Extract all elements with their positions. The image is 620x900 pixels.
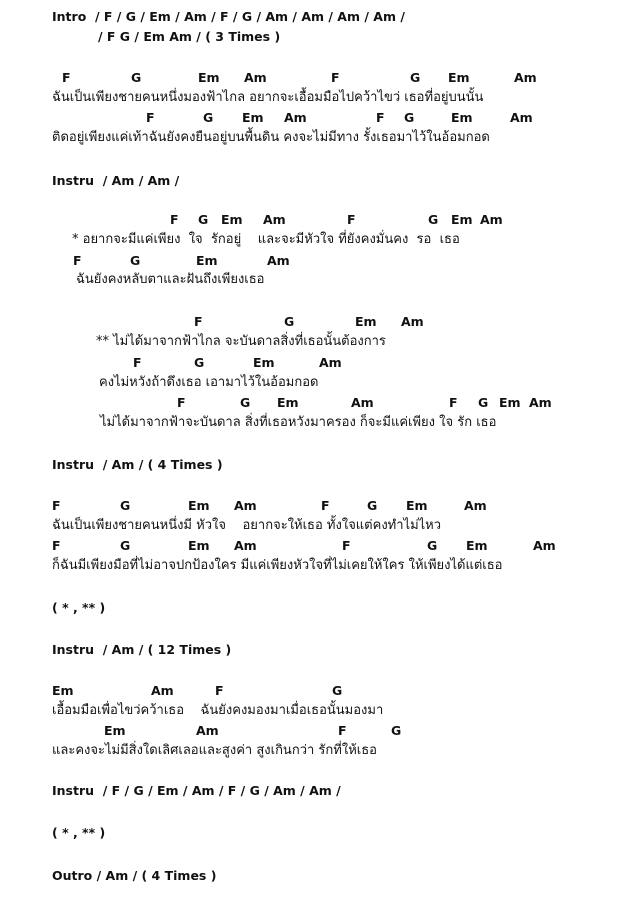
chord: Am — [533, 538, 556, 553]
chord: Em — [277, 395, 299, 410]
chord: Em — [355, 314, 377, 329]
chord: G — [478, 395, 489, 410]
intro-line: Intro / F / G / Em / Am / F / G / Am / Am / Am / Am / — [52, 9, 405, 24]
chord: F — [133, 355, 142, 370]
chord: Am — [284, 110, 307, 125]
chord: Em — [451, 212, 473, 227]
chord: Am — [263, 212, 286, 227]
intro-line-2: / F G / Em Am / ( 3 Times ) — [98, 29, 281, 44]
lyric-line: * อยากจะมีแค่เพียง ใจ รักอยู่ และจะมีหัวใจ ที่ยังคงมั่นคง รอ เธอ — [72, 232, 460, 247]
instru-line: Instru / F / G / Em / Am / F / G / Am / Am / — [52, 783, 341, 798]
chord: G — [428, 212, 439, 227]
chord: Em — [466, 538, 488, 553]
chord: Am — [464, 498, 487, 513]
chord: G — [284, 314, 295, 329]
instru-line: Instru / Am / Am / — [52, 173, 180, 188]
chord: F — [338, 723, 347, 738]
chord: F — [177, 395, 186, 410]
chord: G — [120, 498, 131, 513]
chord: F — [52, 498, 61, 513]
chord: F — [215, 683, 224, 698]
chord: Em — [198, 70, 220, 85]
chord: Em — [448, 70, 470, 85]
chord: Em — [406, 498, 428, 513]
chord: G — [332, 683, 343, 698]
chord: F — [73, 253, 82, 268]
chord: Am — [401, 314, 424, 329]
lyric-line: ติดอยู่เพียงแค่เท้าฉันยังคงยืนอยู่บนพื้นดิน คงจะไม่มีทาง รั้งเธอมาไว้ในอ้อมกอด — [52, 130, 490, 145]
chord: F — [342, 538, 351, 553]
lyric-line: ฉันยังคงหลับตาและฝันถึงเพียงเธอ — [76, 272, 265, 287]
chord: Em — [221, 212, 243, 227]
chord: F — [449, 395, 458, 410]
chord: Am — [514, 70, 537, 85]
chord: Am — [267, 253, 290, 268]
lyric-line: ** ไม่ได้มาจากฟ้าไกล จะบันดาลสิ่งที่เธอนั้นต้องการ — [96, 334, 386, 349]
chord: G — [203, 110, 214, 125]
chord: F — [62, 70, 71, 85]
lyric-line: ฉันเป็นเพียงชายคนหนึ่งมองฟ้าไกล อยากจะเอื้อมมือไปคว้าไขว่ เธอที่อยู่บนนั้น — [52, 90, 484, 105]
chord: Em — [188, 498, 210, 513]
chord: Am — [234, 538, 257, 553]
lyric-line: คงไม่หวังถ้าดึงเธอ เอามาไว้ในอ้อมกอด — [99, 375, 319, 390]
chord: Am — [196, 723, 219, 738]
instru-line: Instru / Am / ( 4 Times ) — [52, 457, 223, 472]
chord: Am — [244, 70, 267, 85]
chord: Em — [188, 538, 210, 553]
chord: F — [321, 498, 330, 513]
chord: Am — [510, 110, 533, 125]
chord: F — [170, 212, 179, 227]
chord: Am — [480, 212, 503, 227]
chord: F — [331, 70, 340, 85]
chord: G — [410, 70, 421, 85]
chord: G — [427, 538, 438, 553]
chord: Am — [351, 395, 374, 410]
chord: Em — [52, 683, 74, 698]
repeat-marker: ( * , ** ) — [52, 600, 106, 615]
lyric-line: และคงจะไม่มีสิ่งใดเลิศเลอและสูงค่า สูงเกินกว่า รักที่ให้เธอ — [52, 743, 377, 758]
chord: Am — [319, 355, 342, 370]
lyric-line: ฉันเป็นเพียงชายคนหนึ่งมี หัวใจ อยากจะให้เธอ ทั้งใจแต่คงทำไม่ไหว — [52, 518, 442, 533]
chord: G — [131, 70, 142, 85]
chord: G — [391, 723, 402, 738]
instru-line: Instru / Am / ( 12 Times ) — [52, 642, 232, 657]
chord: G — [367, 498, 378, 513]
chord: Am — [234, 498, 257, 513]
chord: G — [120, 538, 131, 553]
chord: G — [240, 395, 251, 410]
chord: Em — [499, 395, 521, 410]
chord: F — [376, 110, 385, 125]
chord: Em — [253, 355, 275, 370]
chord: G — [130, 253, 141, 268]
lyric-line: เอื้อมมือเพื่อไขว่คว้าเธอ ฉันยังคงมองมาเมื่อเธอนั้นมองมา — [52, 703, 384, 718]
chord: G — [404, 110, 415, 125]
chord: F — [347, 212, 356, 227]
chord: F — [194, 314, 203, 329]
lyric-line: ก็ฉันมีเพียงมือที่ไม่อาจปกป้องใคร มีแค่เพียงหัวใจที่ไม่เคยให้ใคร ให้เพียงได้แต่เธอ — [52, 558, 503, 573]
outro-line: Outro / Am / ( 4 Times ) — [52, 868, 217, 883]
chord: Am — [529, 395, 552, 410]
chord: F — [52, 538, 61, 553]
lyric-line: ไม่ได้มาจากฟ้าจะบันดาล สิ่งที่เธอหวังมาครอง ก็จะมีแค่เพียง ใจ รัก เธอ — [100, 415, 497, 430]
chord: Em — [196, 253, 218, 268]
chord: Em — [242, 110, 264, 125]
chord: G — [194, 355, 205, 370]
chord: G — [198, 212, 209, 227]
repeat-marker: ( * , ** ) — [52, 825, 106, 840]
chord: Em — [104, 723, 126, 738]
chord: Em — [451, 110, 473, 125]
chord: F — [146, 110, 155, 125]
chord: Am — [151, 683, 174, 698]
